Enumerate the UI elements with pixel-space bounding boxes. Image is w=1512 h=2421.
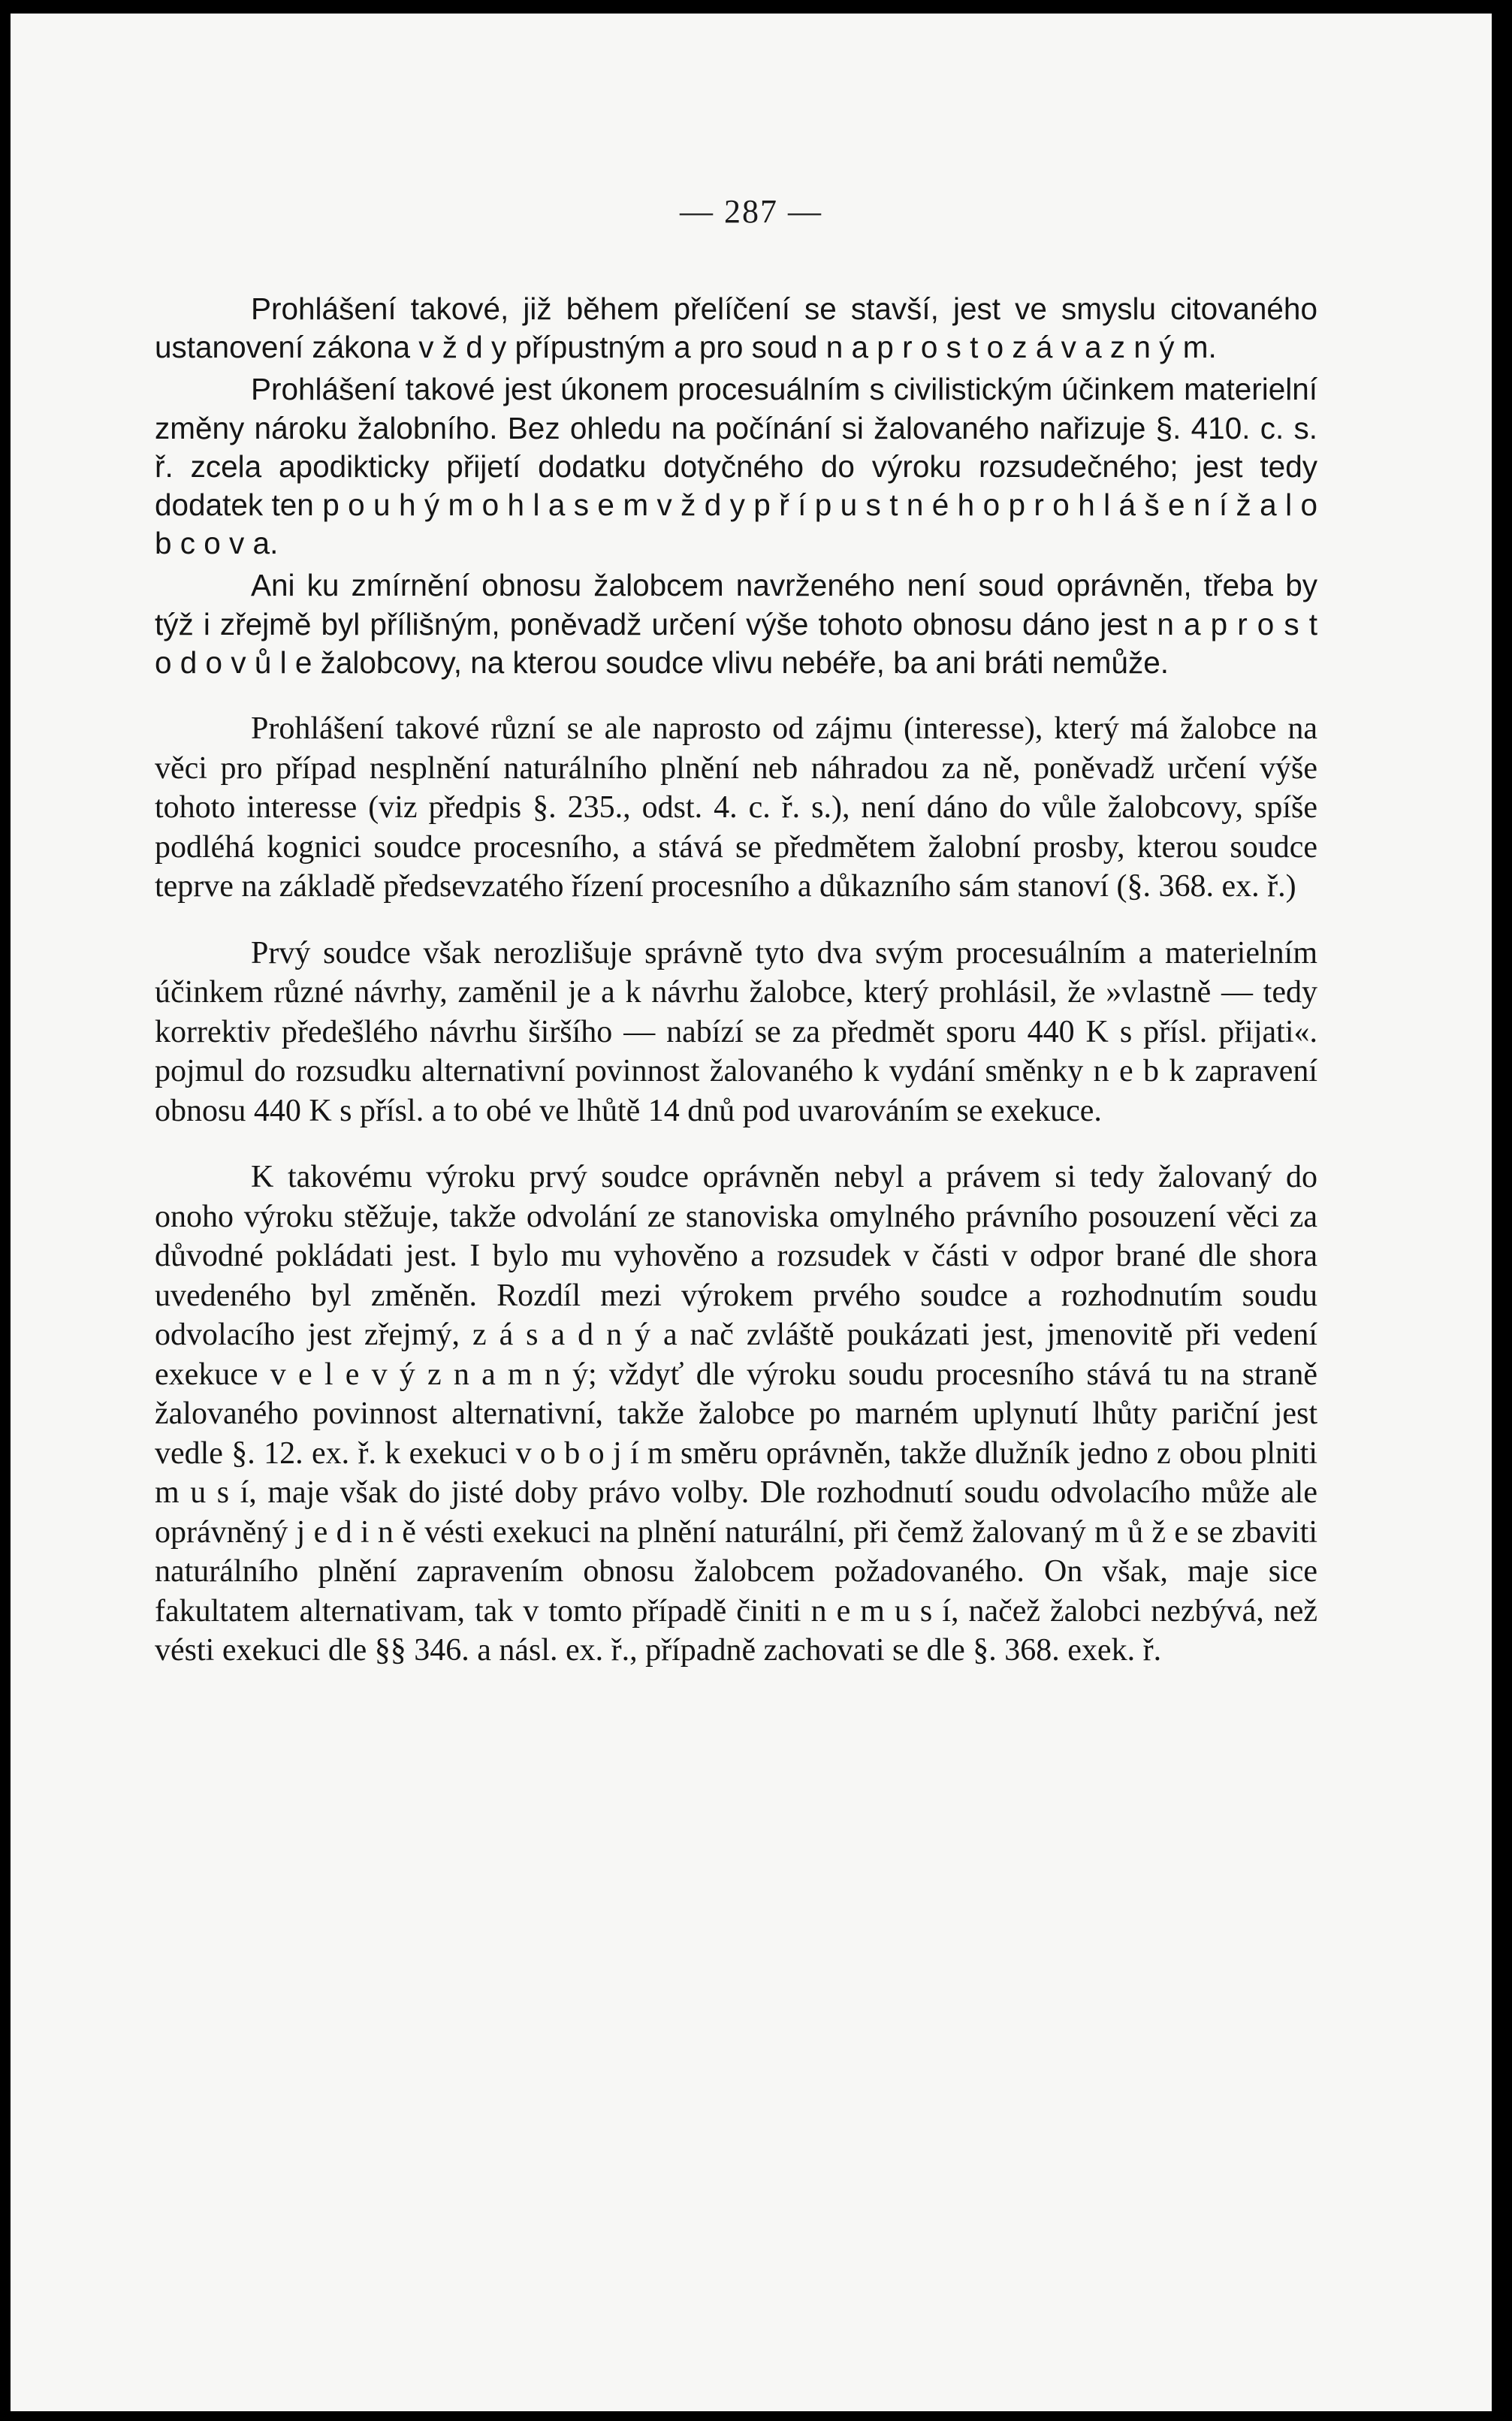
paragraph-4: Prohlášení takové různí se ale naprosto od zájmu (interesse), který má žalobce na věci pro případ nesplnění naturálního plnění neb náhradou za ně, poněvadž určení výše tohoto interesse (viz předpis §. 235., odst. 4. c. ř. s.), není dáno do vůle žalobcovy, spíše podléhá kognici soudce procesního, a stává se předmětem žalobní prosby, kterou soudce teprve na základě předsevzatého řízení procesního a důkazního sám stanoví (§. 368. ex. ř.)	[155, 711, 1317, 904]
paragraph-6: K takovému výroku prvý soudce oprávněn nebyl a právem si tedy žalovaný do onoho výroku stěžuje, takže odvolání ze stanoviska omylného právního posouzení věci za důvodné pokládati jest. I bylo mu vyhověno a rozsudek v části v odpor brané dle shora uvedeného byl změněn. Rozdíl mezi výrokem prvého soudce a rozhodnutím soudu odvolacího jest zřejmý, z á s a d n ý a nač zvláště poukázati jest, jmenovitě při vedení exekuce v e l e v ý z n a m n ý; vždyť dle výroku soudu procesního stává tu na straně žalovaného povinnost alternativní, takže žalobce po marném uplynutí lhůty pariční jest vedle §. 12. ex. ř. k exekuci v o b o j í m směru oprávněn, takže dlužník jedno z obou plniti m u s í, maje však do jisté doby právo volby. Dle rozhodnutí soudu odvolacího může ale oprávněný j e d i n ě vésti exekuci na plnění naturální, při čemž žalovaný m ů ž e se zbaviti naturálního plnění zapravením obnosu žalobcem požadovaného. On však, maje sice fakultatem alternativam, tak v tomto případě činiti n e m u s í, načež žalobci nezbývá, než vésti exekuci dle §§ 346. a násl. ex. ř., případně zachovati se dle §. 368. exek. ř.	[155, 1160, 1317, 1668]
paragraph-1: Prohlášení takové, již během přelíčení se stavší, jest ve smyslu citovaného ustanovení zákona v ž d y přípustným a pro soud n a p r o s t o z á v a z n ý m.	[155, 291, 1317, 365]
page-body	[155, 290, 1317, 1674]
book-page	[11, 14, 1492, 2411]
page-number: — 287 —	[680, 193, 822, 230]
paragraph-3: Ani ku zmírnění obnosu žalobcem navrženého není soud oprávněn, třeba by týž i zřejmě byl přílišným, poněvadž určení výše tohoto obnosu dáno jest n a p r o s t o d o v ů l e žalobcovy, na kterou soudce vlivu nebéře, ba ani bráti nemůže.	[155, 568, 1317, 680]
paragraph-2: Prohlášení takové jest úkonem procesuálním s civilistickým účinkem materielní změny nároku žalobního. Bez ohledu na počínání si žalovaného nařizuje §. 410. c. s. ř. zcela apodikticky přijetí dodatku dotyčného do výroku rozsudečného; jest tedy dodatek ten p o u h ý m o h l a s e m v ž d y p ř í p u s t n é h o p r o h l á š e n í ž a l o b c o v a.	[155, 372, 1317, 561]
paragraph-5: Prvý soudce však nerozlišuje správně tyto dva svým procesuálním a materielním účinkem různé návrhy, zaměnil je a k návrhu žalobce, který prohlásil, že »vlastně — tedy korrektiv předešlého návrhu širšího — nabízí se za předmět sporu 440 K s přísl. přijati«. pojmul do rozsudku alternativní povinnost žalovaného k vydání směnky n e b k zapravení obnosu 440 K s přísl. a to obé ve lhůtě 14 dnů pod uvarováním se exekuce.	[155, 935, 1317, 1128]
